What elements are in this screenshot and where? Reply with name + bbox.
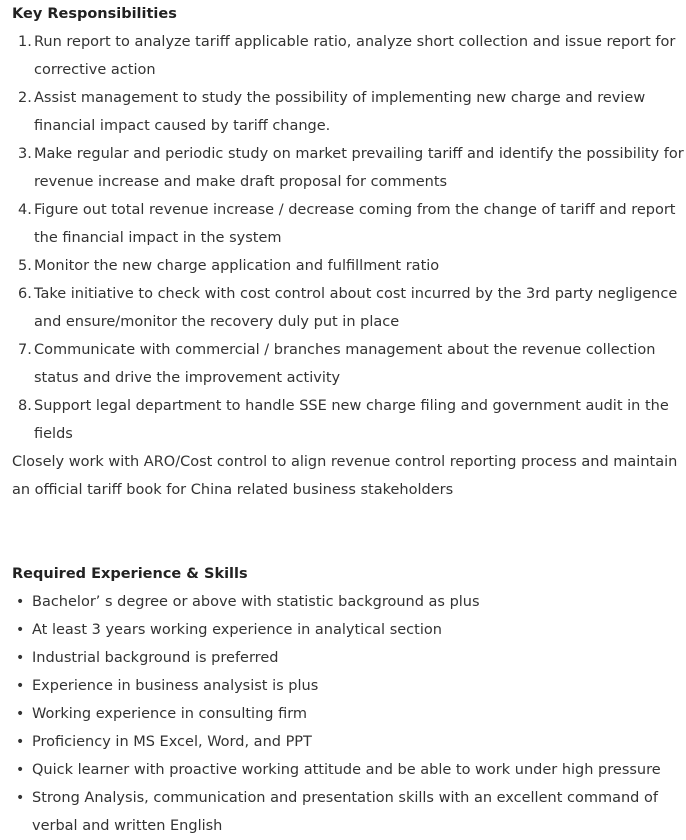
list-item bbox=[12, 196, 686, 252]
item-text: Strong Analysis, communication and presentation skills with an excellent command of verbal and written English bbox=[32, 790, 658, 834]
list-item bbox=[12, 252, 686, 280]
item-number: 3. bbox=[18, 146, 32, 162]
list-item bbox=[12, 392, 686, 448]
item-text: Proficiency in MS Excel, Word, and PPT bbox=[32, 734, 312, 750]
list-item bbox=[12, 756, 686, 784]
bullet-icon: • bbox=[16, 594, 25, 610]
item-text: At least 3 years working experience in analytical section bbox=[32, 622, 442, 638]
item-text: Take initiative to check with cost control about cost incurred by the 3rd party negligence and ensure/monitor the recovery duly put in place bbox=[34, 286, 678, 330]
skills-list bbox=[12, 588, 686, 840]
list-item bbox=[12, 280, 686, 336]
list-item bbox=[12, 588, 686, 616]
bullet-icon: • bbox=[16, 706, 25, 722]
skills-heading: Required Experience & Skills bbox=[12, 566, 248, 582]
item-number: 5. bbox=[18, 258, 32, 274]
bullet-icon: • bbox=[16, 678, 25, 694]
bullet-icon: • bbox=[16, 650, 25, 666]
list-item bbox=[12, 672, 686, 700]
list-item bbox=[12, 140, 686, 196]
list-item bbox=[12, 784, 686, 840]
item-text: Industrial background is preferred bbox=[32, 650, 279, 666]
item-text: Experience in business analysist is plus bbox=[32, 678, 319, 694]
item-number: 1. bbox=[18, 34, 32, 50]
list-item bbox=[12, 728, 686, 756]
item-text: Communicate with commercial / branches management about the revenue collection status and drive the improvement activity bbox=[34, 342, 656, 386]
list-item bbox=[12, 336, 686, 392]
bullet-icon: • bbox=[16, 762, 25, 778]
item-text: Figure out total revenue increase / decrease coming from the change of tariff and report the financial impact in the system bbox=[34, 202, 676, 246]
item-text: Quick learner with proactive working attitude and be able to work under high pressure bbox=[32, 762, 661, 778]
section-spacer bbox=[12, 504, 686, 560]
item-text: Support legal department to handle SSE new charge filing and government audit in the fields bbox=[34, 398, 669, 442]
bullet-icon: • bbox=[16, 790, 25, 806]
closing-paragraph: Closely work with ARO/Cost control to align revenue control reporting process and maintain an official tariff book for China related business stakeholders bbox=[12, 454, 678, 498]
item-text: Make regular and periodic study on market prevailing tariff and identify the possibility for revenue increase and make draft proposal for comments bbox=[34, 146, 684, 190]
bullet-icon: • bbox=[16, 734, 25, 750]
item-number: 2. bbox=[18, 90, 32, 106]
item-text: Monitor the new charge application and fulfillment ratio bbox=[34, 258, 440, 274]
item-text: Run report to analyze tariff applicable ratio, analyze short collection and issue report for corrective action bbox=[34, 34, 676, 78]
item-text: Assist management to study the possibility of implementing new charge and review financial impact caused by tariff change. bbox=[34, 90, 646, 134]
list-item bbox=[12, 644, 686, 672]
list-item bbox=[12, 28, 686, 84]
item-text: Bachelor’ s degree or above with statistic background as plus bbox=[32, 594, 480, 610]
item-number: 4. bbox=[18, 202, 32, 218]
item-number: 8. bbox=[18, 398, 32, 414]
list-item bbox=[12, 700, 686, 728]
item-text: Working experience in consulting firm bbox=[32, 706, 308, 722]
item-number: 6. bbox=[18, 286, 32, 302]
list-item bbox=[12, 616, 686, 644]
item-number: 7. bbox=[18, 342, 32, 358]
responsibilities-list bbox=[12, 28, 686, 448]
list-item bbox=[12, 84, 686, 140]
bullet-icon: • bbox=[16, 622, 25, 638]
responsibilities-heading: Key Responsibilities bbox=[12, 6, 177, 22]
